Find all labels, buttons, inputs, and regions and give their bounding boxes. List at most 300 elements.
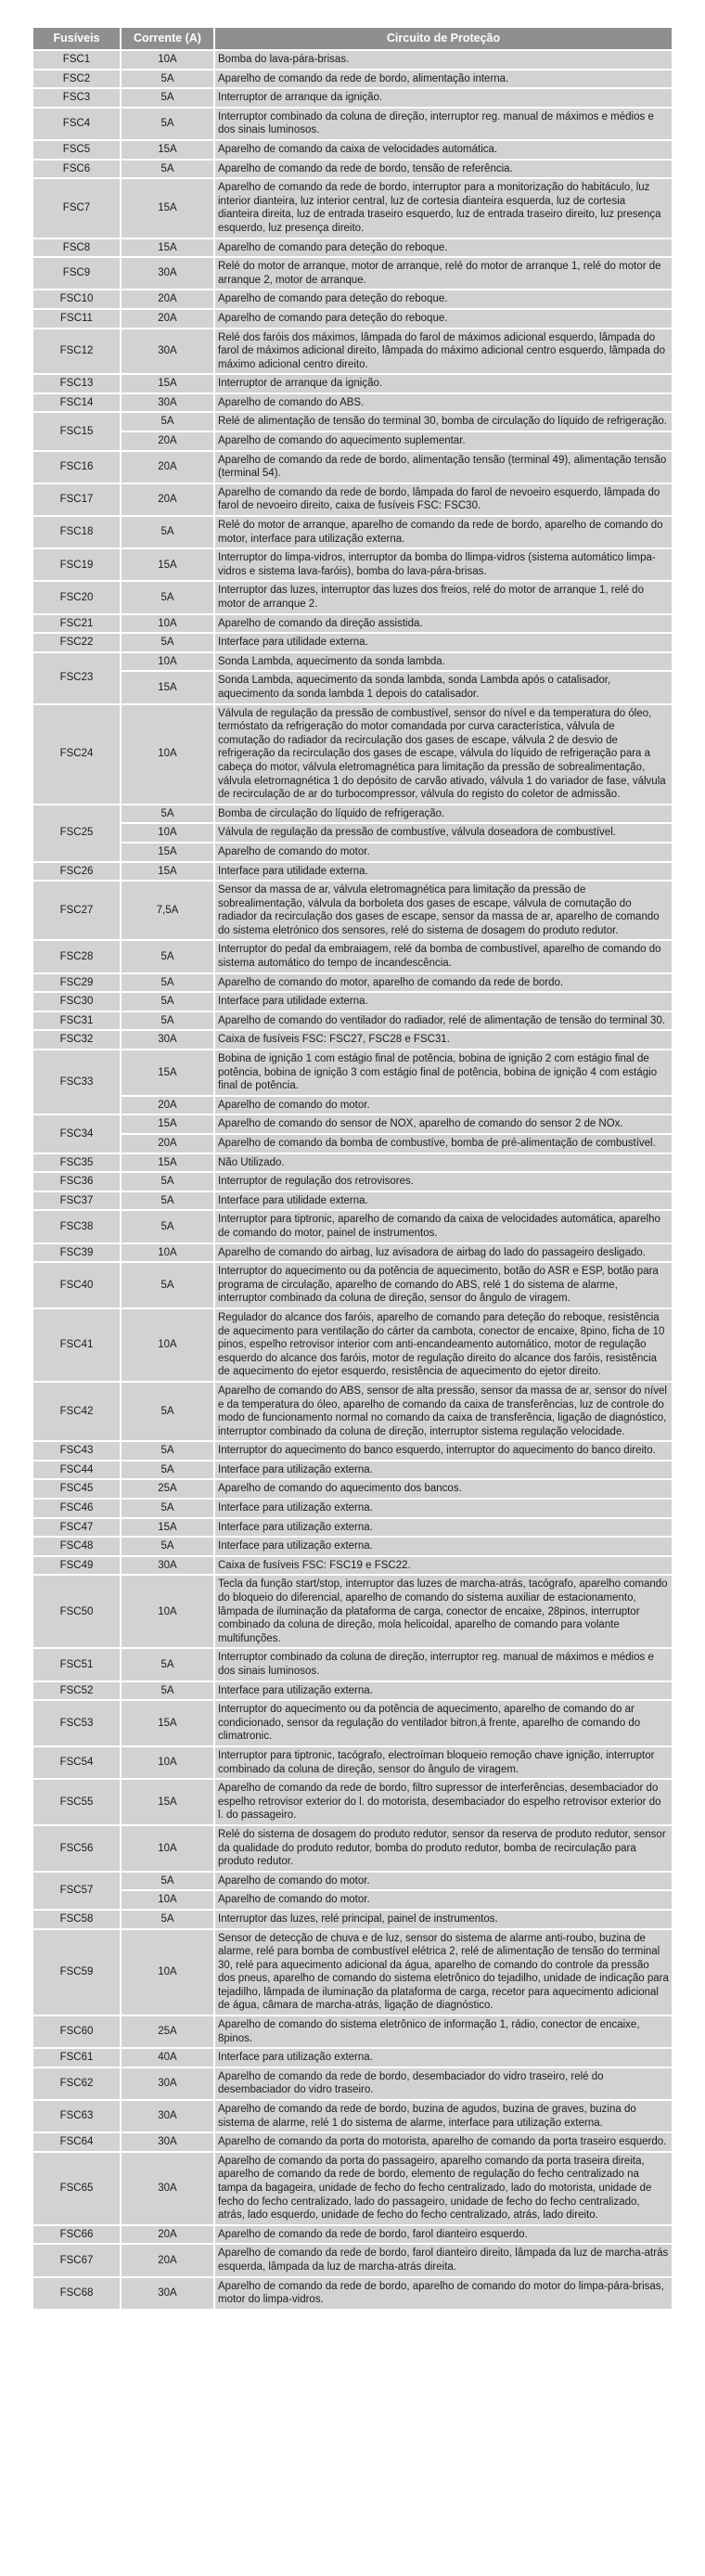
circuit-cell: Aparelho de comando da rede de bordo, buzina de agudos, buzina de graves, buzina do sistema de alarme, relé 1 do sistema de alarme, interface para utilização externa. xyxy=(215,2101,672,2132)
current-cell: 10A xyxy=(122,1244,213,1262)
circuit-cell: Interruptor do aquecimento ou da potência de aquecimento, botão do ASR e ESP, botão para programa de circulação, aparelho de comando do ABS, relé 1 do sistema de alarme, interruptor combinado da coluna de direção, sensor do ângulo de viragem. xyxy=(215,1263,672,1307)
current-cell: 25A xyxy=(122,2016,213,2047)
fuse-id-cell: FSC56 xyxy=(33,1826,120,1871)
current-cell: 5A xyxy=(122,1012,213,1030)
fuse-id-cell: FSC6 xyxy=(33,161,120,178)
fuse-id-cell: FSC51 xyxy=(33,1649,120,1680)
fuse-id-cell: FSC2 xyxy=(33,71,120,88)
current-cell: 15A xyxy=(122,844,213,861)
current-cell: 5A xyxy=(122,582,213,612)
current-cell: 10A xyxy=(122,51,213,69)
fuse-id-cell: FSC45 xyxy=(33,1480,120,1498)
circuit-cell: Interface para utilização externa. xyxy=(215,1462,672,1479)
circuit-cell: Aparelho de comando do motor. xyxy=(215,844,672,861)
fuse-id-cell: FSC41 xyxy=(33,1309,120,1381)
table-row xyxy=(33,1192,672,1210)
column-header-fuse: Fusíveis xyxy=(33,28,120,49)
table-row xyxy=(33,582,672,612)
circuit-cell: Tecla da função start/stop, interruptor das luzes de marcha-atrás, tacógrafo, aparelho comando do bloqueio do diferencial, aparelho de comando do sistema auxiliar de estacionamento, lâmpada de iluminação da plataforma de carga, conector de encaixe, 28pinos, interruptor combinado da coluna de direção, mola helicoidal, aparelho de comando para volante multifunções. xyxy=(215,1576,672,1647)
fuse-id-cell: FSC17 xyxy=(33,484,120,515)
table-row xyxy=(33,2068,672,2099)
table-row xyxy=(33,432,672,450)
current-cell: 5A xyxy=(122,413,213,431)
fuse-id-cell: FSC55 xyxy=(33,1780,120,1824)
table-row xyxy=(33,1462,672,1479)
current-cell: 5A xyxy=(122,71,213,88)
table-row xyxy=(33,1780,672,1824)
table-row xyxy=(33,2153,672,2224)
table-row xyxy=(33,1012,672,1030)
fuse-id-cell: FSC20 xyxy=(33,582,120,612)
circuit-cell: Interface para utilidade externa. xyxy=(215,1192,672,1210)
fuse-id-cell: FSC24 xyxy=(33,705,120,804)
fuse-id-cell: FSC53 xyxy=(33,1701,120,1745)
table-row xyxy=(33,1649,672,1680)
circuit-cell: Interruptor do aquecimento ou da potência de aquecimento, aparelho de comando do ar condicionado, sensor da regulação do ventilador bitron,à frente, aparelho de comando do climatronic. xyxy=(215,1701,672,1745)
fuse-id-cell: FSC14 xyxy=(33,394,120,412)
table-row xyxy=(33,141,672,159)
table-row xyxy=(33,1701,672,1745)
table-row xyxy=(33,863,672,881)
current-cell: 15A xyxy=(122,239,213,257)
fuse-id-cell: FSC63 xyxy=(33,2101,120,2132)
fuse-id-cell: FSC31 xyxy=(33,1012,120,1030)
fuse-table xyxy=(32,26,673,2311)
current-cell: 5A xyxy=(122,1500,213,1517)
circuit-cell: Interruptor do limpa-vidros, interruptor da bomba do llimpa-vidros (sistema automático limpa-vidros e sistema lava-faróis), bomba do lava-pára-brisas. xyxy=(215,549,672,580)
table-row xyxy=(33,1244,672,1262)
circuit-cell: Válvula de regulação da pressão de combustíve, válvula doseadora de combustível. xyxy=(215,824,672,842)
circuit-cell: Aparelho de comando da caixa de velocidades automática. xyxy=(215,141,672,159)
table-row xyxy=(33,2226,672,2244)
table-row xyxy=(33,1031,672,1049)
fuse-id-cell: FSC33 xyxy=(33,1050,120,1114)
table-row xyxy=(33,1538,672,1555)
fuse-id-cell: FSC10 xyxy=(33,290,120,308)
current-cell: 15A xyxy=(122,863,213,881)
circuit-cell: Interruptor de arranque da ignição. xyxy=(215,89,672,107)
circuit-cell: Aparelho de comando da rede de bordo, farol dianteiro direito, lâmpada da luz de marcha-atrás esquerda, lâmpada da luz de marcha-atrás direita. xyxy=(215,2245,672,2275)
circuit-cell: Caixa de fusíveis FSC: FSC27, FSC28 e FSC31. xyxy=(215,1031,672,1049)
circuit-cell: Relé do motor de arranque, aparelho de comando da rede de bordo, aparelho de comando do motor, interface para utilização externa. xyxy=(215,517,672,547)
table-row xyxy=(33,1442,672,1460)
circuit-cell: Relé do motor de arranque, motor de arranque, relé do motor de arranque 1, relé do motor de arranque 2, motor de arranque. xyxy=(215,258,672,289)
current-cell: 5A xyxy=(122,1873,213,1890)
current-cell: 30A xyxy=(122,2153,213,2224)
current-cell: 15A xyxy=(122,1701,213,1745)
current-cell: 30A xyxy=(122,258,213,289)
fuse-id-cell: FSC42 xyxy=(33,1383,120,1440)
table-row xyxy=(33,239,672,257)
fuse-id-cell: FSC4 xyxy=(33,109,120,139)
table-row xyxy=(33,452,672,483)
circuit-cell: Aparelho de comando do aquecimento dos bancos. xyxy=(215,1480,672,1498)
current-cell: 10A xyxy=(122,1576,213,1647)
fuse-id-cell: FSC28 xyxy=(33,941,120,972)
circuit-cell: Aparelho de comando da rede de bordo, desembaciador do vidro traseiro, relé do desembaciador do vidro traseiro. xyxy=(215,2068,672,2099)
fuse-id-cell: FSC16 xyxy=(33,452,120,483)
fuse-id-cell: FSC38 xyxy=(33,1211,120,1242)
fuse-id-cell: FSC44 xyxy=(33,1462,120,1479)
current-cell: 5A xyxy=(122,161,213,178)
fuse-id-cell: FSC58 xyxy=(33,1911,120,1928)
table-row xyxy=(33,258,672,289)
fuse-id-cell: FSC12 xyxy=(33,329,120,374)
fuse-id-cell: FSC48 xyxy=(33,1538,120,1555)
table-row xyxy=(33,517,672,547)
table-row xyxy=(33,1682,672,1700)
circuit-cell: Aparelho de comando para deteção do reboque. xyxy=(215,290,672,308)
fuse-id-cell: FSC34 xyxy=(33,1115,120,1152)
table-row xyxy=(33,2245,672,2275)
table-row xyxy=(33,2133,672,2151)
table-row xyxy=(33,329,672,374)
table-row xyxy=(33,705,672,804)
fuse-id-cell: FSC7 xyxy=(33,179,120,237)
current-cell: 5A xyxy=(122,805,213,823)
current-cell: 20A xyxy=(122,1135,213,1153)
current-cell: 5A xyxy=(122,1682,213,1700)
table-row xyxy=(33,1309,672,1381)
current-cell: 15A xyxy=(122,1154,213,1172)
table-row xyxy=(33,2101,672,2132)
circuit-cell: Aparelho de comando da rede de bordo, interruptor para a monitorização do habitáculo, luz interior dianteira, luz interior central, luz de cortesia dianteira esquerda, luz de cortesia dianteira direita, luz de entrada traseiro esquerdo, luz de entrada traseiro direito, luz presença esquerdo, luz presença direito. xyxy=(215,179,672,237)
current-cell: 15A xyxy=(122,375,213,393)
fuse-id-cell: FSC36 xyxy=(33,1173,120,1191)
table-row xyxy=(33,1930,672,2016)
current-cell: 20A xyxy=(122,290,213,308)
table-row xyxy=(33,824,672,842)
circuit-cell: Interruptor combinado da coluna de direção, interruptor reg. manual de máximos e médios e dos sinais luminosos. xyxy=(215,1649,672,1680)
fuse-id-cell: FSC61 xyxy=(33,2049,120,2067)
current-cell: 15A xyxy=(122,179,213,237)
table-row xyxy=(33,1383,672,1440)
circuit-cell: Bobina de ignição 1 com estágio final de potência, bobina de ignição 2 com estágio final de potência, bobina de ignição 3 com estágio final de potência, bobina de ignição 4 com estágio final de potência. xyxy=(215,1050,672,1095)
circuit-cell: Interruptor combinado da coluna de direção, interruptor reg. manual de máximos e médios e dos sinais luminosos. xyxy=(215,109,672,139)
circuit-cell: Sensor de detecção de chuva e de luz, sensor do sistema de alarme anti-roubo, buzina de alarme, relé para bomba de combustível elétrica 2, relé de alimentação de tensão do terminal 30, relé para aquecimento adicional da água, aparelho de comando do controle da pressão dos pneus, aparelho de comando do sistema eletrônico do tejadilho, unidade de indicação para tejadilho, lâmpada de iluminação da plataforma de carga, recetor para aquecimento adicional de água, câmara de marcha-atrás, ligação de diagnóstico. xyxy=(215,1930,672,2016)
circuit-cell: Relé dos faróis dos máximos, lâmpada do farol de máximos adicional esquerdo, lâmpada do farol de máximos adicional direito, lâmpada do máximo adicional centro esquerdo, lâmpada do máximo adicional centro direito. xyxy=(215,329,672,374)
current-cell: 20A xyxy=(122,310,213,328)
table-row xyxy=(33,1115,672,1133)
circuit-cell: Interruptor para tiptronic, tacógrafo, electroíman bloqueio remoção chave ignição, interruptor combinado da coluna de direção, sensor do ângulo de viragem. xyxy=(215,1747,672,1778)
table-row xyxy=(33,1263,672,1307)
table-row xyxy=(33,1911,672,1928)
fuse-id-cell: FSC67 xyxy=(33,2245,120,2275)
fuse-id-cell: FSC26 xyxy=(33,863,120,881)
table-row xyxy=(33,1154,672,1172)
fuse-id-cell: FSC62 xyxy=(33,2068,120,2099)
table-row xyxy=(33,89,672,107)
circuit-cell: Aparelho de comando da rede de bordo, alimentação interna. xyxy=(215,71,672,88)
fuse-id-cell: FSC59 xyxy=(33,1930,120,2016)
circuit-cell: Aparelho de comando do ventilador do radiador, relé de alimentação de tensão do terminal 30. xyxy=(215,1012,672,1030)
circuit-cell: Aparelho de comando do airbag, luz avisadora de airbag do lado do passageiro desligado. xyxy=(215,1244,672,1262)
fuse-id-cell: FSC21 xyxy=(33,615,120,633)
table-row xyxy=(33,941,672,972)
table-row xyxy=(33,549,672,580)
current-cell: 20A xyxy=(122,2226,213,2244)
table-row xyxy=(33,413,672,431)
fuse-id-cell: FSC18 xyxy=(33,517,120,547)
current-cell: 15A xyxy=(122,1780,213,1824)
circuit-cell: Interface para utilidade externa. xyxy=(215,863,672,881)
table-row xyxy=(33,993,672,1011)
current-cell: 20A xyxy=(122,452,213,483)
current-cell: 5A xyxy=(122,109,213,139)
current-cell: 30A xyxy=(122,2133,213,2151)
fuse-id-cell: FSC46 xyxy=(33,1500,120,1517)
circuit-cell: Regulador do alcance dos faróis, aparelho de comando para deteção do reboque, resistência de aquecimento para ventilação do cárter da cambota, conector de encaixe, 8pino, ficha de 10 pinos, espelho retrovisor interior com anti-encandeamento automático, motor de regulação esquerdo do alcance dos faróis, motor de regulação direito do alcance dos faróis, resistência de aquecimento do ejetor esquerdo, resistência de aquecimento do ejetor direito. xyxy=(215,1309,672,1381)
table-row xyxy=(33,1747,672,1778)
fuse-id-cell: FSC15 xyxy=(33,413,120,449)
fuse-id-cell: FSC30 xyxy=(33,993,120,1011)
circuit-cell: Interruptor do aquecimento do banco esquerdo, interruptor do aquecimento do banco direito. xyxy=(215,1442,672,1460)
table-row xyxy=(33,844,672,861)
circuit-cell: Aparelho de comando da rede de bordo, farol dianteiro esquerdo. xyxy=(215,2226,672,2244)
circuit-cell: Relé do sistema de dosagem do produto redutor, sensor da reserva de produto redutor, sensor da qualidade do produto redutor, bomba do produto redutor, bomba de recirculação para produto redutor. xyxy=(215,1826,672,1871)
fuse-id-cell: FSC57 xyxy=(33,1873,120,1909)
current-cell: 15A xyxy=(122,141,213,159)
table-row xyxy=(33,1480,672,1498)
current-cell: 5A xyxy=(122,1911,213,1928)
circuit-cell: Válvula de regulação da pressão de combustível, sensor do nível e da temperatura do óleo, termóstato da refrigeração do motor comandada por curva característica, válvula de comutação do radiador da recirculação dos gases de escape, válvula 2 de desvio de refrigeração da recirculação dos gases de escape, válvula do líquido de refrigeração para a cabeça do motor, válvula eletromagnética para limitação da pressão de sobrealimentação, válvula eletromagnética 1 do depósito de carvão ativado, válvula 1 do variador de fase, válvula de recirculação de ar do turbocompressor, válvula do registo do coletor de admissão. xyxy=(215,705,672,804)
circuit-cell: Bomba do lava-pára-brisas. xyxy=(215,51,672,69)
fuse-id-cell: FSC66 xyxy=(33,2226,120,2244)
table-row xyxy=(33,484,672,515)
table-row xyxy=(33,805,672,823)
header-row xyxy=(33,28,672,49)
circuit-cell: Aparelho de comando da bomba de combustíve, bomba de pré-alimentação de combustível. xyxy=(215,1135,672,1153)
current-cell: 10A xyxy=(122,1930,213,2016)
table-row xyxy=(33,1135,672,1153)
circuit-cell: Não Utilizado. xyxy=(215,1154,672,1172)
current-cell: 10A xyxy=(122,1309,213,1381)
circuit-cell: Interface para utilidade externa. xyxy=(215,993,672,1011)
fuse-id-cell: FSC64 xyxy=(33,2133,120,2151)
current-cell: 20A xyxy=(122,2245,213,2275)
circuit-cell: Aparelho de comando da direção assistida. xyxy=(215,615,672,633)
circuit-cell: Caixa de fusíveis FSC: FSC19 e FSC22. xyxy=(215,1557,672,1575)
table-row xyxy=(33,1891,672,1909)
column-header-circuit: Circuito de Proteção xyxy=(215,28,672,49)
circuit-cell: Aparelho de comando da rede de bordo, tensão de referência. xyxy=(215,161,672,178)
fuse-id-cell: FSC8 xyxy=(33,239,120,257)
circuit-cell: Aparelho de comando do motor, aparelho de comando da rede de bordo. xyxy=(215,974,672,992)
fuse-id-cell: FSC3 xyxy=(33,89,120,107)
circuit-cell: Aparelho de comando do motor. xyxy=(215,1891,672,1909)
table-row xyxy=(33,1557,672,1575)
fuse-id-cell: FSC27 xyxy=(33,882,120,939)
current-cell: 5A xyxy=(122,993,213,1011)
table-row xyxy=(33,1873,672,1890)
current-cell: 30A xyxy=(122,2278,213,2309)
current-cell: 15A xyxy=(122,1519,213,1537)
fuse-id-cell: FSC37 xyxy=(33,1192,120,1210)
fuse-id-cell: FSC5 xyxy=(33,141,120,159)
fuse-id-cell: FSC49 xyxy=(33,1557,120,1575)
table-row xyxy=(33,1826,672,1871)
circuit-cell: Sonda Lambda, aquecimento da sonda lambda, sonda Lambda após o catalisador, aquecimento da sonda lambda 1 depois do catalisador. xyxy=(215,672,672,702)
current-cell: 5A xyxy=(122,1649,213,1680)
table-row xyxy=(33,974,672,992)
circuit-cell: Aparelho de comando da rede de bordo, alimentação tensão (terminal 49), alimentação tensão (terminal 54). xyxy=(215,452,672,483)
table-row xyxy=(33,2278,672,2309)
current-cell: 30A xyxy=(122,1031,213,1049)
current-cell: 40A xyxy=(122,2049,213,2067)
current-cell: 15A xyxy=(122,549,213,580)
circuit-cell: Interruptor de arranque da ignição. xyxy=(215,375,672,393)
fuse-id-cell: FSC43 xyxy=(33,1442,120,1460)
current-cell: 30A xyxy=(122,2101,213,2132)
table-row xyxy=(33,310,672,328)
circuit-cell: Interruptor de regulação dos retrovisores. xyxy=(215,1173,672,1191)
circuit-cell: Aparelho de comando para deteção do reboque. xyxy=(215,310,672,328)
fuse-id-cell: FSC13 xyxy=(33,375,120,393)
circuit-cell: Aparelho de comando da rede de bordo, aparelho de comando do motor do limpa-pára-brisas, motor do limpa-vidros. xyxy=(215,2278,672,2309)
circuit-cell: Interface para utilização externa. xyxy=(215,2049,672,2067)
current-cell: 20A xyxy=(122,484,213,515)
fuse-id-cell: FSC11 xyxy=(33,310,120,328)
fuse-id-cell: FSC47 xyxy=(33,1519,120,1537)
circuit-cell: Aparelho de comando da porta do motorista, aparelho de comando da porta traseiro esquerdo. xyxy=(215,2133,672,2151)
current-cell: 20A xyxy=(122,432,213,450)
table-row xyxy=(33,290,672,308)
current-cell: 5A xyxy=(122,941,213,972)
table-row xyxy=(33,615,672,633)
table-row xyxy=(33,1500,672,1517)
fuse-id-cell: FSC52 xyxy=(33,1682,120,1700)
current-cell: 5A xyxy=(122,974,213,992)
circuit-cell: Interface para utilização externa. xyxy=(215,1538,672,1555)
table-row xyxy=(33,1211,672,1242)
current-cell: 30A xyxy=(122,1557,213,1575)
circuit-cell: Interface para utilização externa. xyxy=(215,1500,672,1517)
fuse-id-cell: FSC60 xyxy=(33,2016,120,2047)
fuse-table-body xyxy=(33,51,672,2309)
circuit-cell: Interface para utilização externa. xyxy=(215,1519,672,1537)
current-cell: 5A xyxy=(122,1211,213,1242)
current-cell: 5A xyxy=(122,1462,213,1479)
circuit-cell: Interruptor do pedal da embraiagem, relé da bomba de combustível, aparelho de comando do sistema automático do tempo de incandescência. xyxy=(215,941,672,972)
table-row xyxy=(33,672,672,702)
current-cell: 10A xyxy=(122,1826,213,1871)
current-cell: 10A xyxy=(122,615,213,633)
current-cell: 5A xyxy=(122,517,213,547)
table-row xyxy=(33,51,672,69)
circuit-cell: Interface para utilidade externa. xyxy=(215,634,672,651)
current-cell: 10A xyxy=(122,824,213,842)
current-cell: 15A xyxy=(122,672,213,702)
current-cell: 5A xyxy=(122,1538,213,1555)
fuse-id-cell: FSC50 xyxy=(33,1576,120,1647)
table-row xyxy=(33,109,672,139)
circuit-cell: Aparelho de comando do aquecimento suplementar. xyxy=(215,432,672,450)
table-row xyxy=(33,1519,672,1537)
fuse-id-cell: FSC68 xyxy=(33,2278,120,2309)
circuit-cell: Aparelho de comando do sistema eletrônico de informação 1, rádio, conector de encaixe, 8pinos. xyxy=(215,2016,672,2047)
column-header-current: Corrente (A) xyxy=(122,28,213,49)
fuse-id-cell: FSC19 xyxy=(33,549,120,580)
current-cell: 15A xyxy=(122,1115,213,1133)
fuse-id-cell: FSC1 xyxy=(33,51,120,69)
table-row xyxy=(33,1173,672,1191)
table-row xyxy=(33,1050,672,1095)
circuit-cell: Relé de alimentação de tensão do terminal 30, bomba de circulação do líquido de refrigeração. xyxy=(215,413,672,431)
table-row xyxy=(33,71,672,88)
fuse-id-cell: FSC35 xyxy=(33,1154,120,1172)
current-cell: 10A xyxy=(122,705,213,804)
table-row xyxy=(33,1097,672,1114)
current-cell: 20A xyxy=(122,1097,213,1114)
circuit-cell: Aparelho de comando da rede de bordo, lâmpada do farol de nevoeiro esquerdo, lâmpada do farol de nevoeiro direito, caixa de fusíveis FSC: FSC30. xyxy=(215,484,672,515)
current-cell: 30A xyxy=(122,329,213,374)
current-cell: 30A xyxy=(122,2068,213,2099)
current-cell: 10A xyxy=(122,653,213,671)
fuse-id-cell: FSC22 xyxy=(33,634,120,651)
circuit-cell: Bomba de circulação do líquido de refrigeração. xyxy=(215,805,672,823)
circuit-cell: Sonda Lambda, aquecimento da sonda lambda. xyxy=(215,653,672,671)
current-cell: 5A xyxy=(122,1263,213,1307)
table-row xyxy=(33,1576,672,1647)
circuit-cell: Interface para utilização externa. xyxy=(215,1682,672,1700)
fuse-id-cell: FSC39 xyxy=(33,1244,120,1262)
table-row xyxy=(33,161,672,178)
table-row xyxy=(33,2016,672,2047)
circuit-cell: Aparelho de comando do sensor de NOX, aparelho de comando do sensor 2 de NOx. xyxy=(215,1115,672,1133)
current-cell: 25A xyxy=(122,1480,213,1498)
current-cell: 15A xyxy=(122,1050,213,1095)
current-cell: 5A xyxy=(122,1173,213,1191)
table-row xyxy=(33,375,672,393)
current-cell: 7,5A xyxy=(122,882,213,939)
circuit-cell: Interruptor das luzes, relé principal, painel de instrumentos. xyxy=(215,1911,672,1928)
circuit-cell: Aparelho de comando para deteção do reboque. xyxy=(215,239,672,257)
circuit-cell: Aparelho de comando do ABS. xyxy=(215,394,672,412)
current-cell: 5A xyxy=(122,1192,213,1210)
circuit-cell: Interruptor para tiptronic, aparelho de comando da caixa de velocidades automática, aparelho de comando do motor, painel de instrumentos. xyxy=(215,1211,672,1242)
circuit-cell: Sensor da massa de ar, válvula eletromagnética para limitação da pressão de sobrealimentação, válvula da borboleta dos gases de escape, válvula de comutação do radiador da recirculação dos gases de escape, sensor da massa de ar, aparelho de comando do sistema eletrónico dos sensores, relé do sistema de dosagem do produto redutor. xyxy=(215,882,672,939)
table-row xyxy=(33,634,672,651)
circuit-cell: Aparelho de comando da rede de bordo, filtro supressor de interferências, desembaciador do espelho retrovisor exterior do l. do motorista, desembaciador do espelho retrovisor exterior do l. do passageiro. xyxy=(215,1780,672,1824)
table-row xyxy=(33,2049,672,2067)
circuit-cell: Aparelho de comando do motor. xyxy=(215,1873,672,1890)
fuse-id-cell: FSC29 xyxy=(33,974,120,992)
fuse-id-cell: FSC32 xyxy=(33,1031,120,1049)
current-cell: 30A xyxy=(122,394,213,412)
circuit-cell: Aparelho de comando da porta do passageiro, aparelho comando da porta traseira direita, aparelho de comando da rede de bordo, elemento de regulação do fecho centralizado na tampa da bagageira, unidade de fecho do fecho centralizado, lado do motorista, unidade de fecho do fecho centralizado, lado do passageiro, unidade de fecho do fecho centralizado, atrás, lado esquerdo, unidade de fecho do fecho centralizado, atrás, lado direito. xyxy=(215,2153,672,2224)
current-cell: 5A xyxy=(122,1383,213,1440)
table-row xyxy=(33,653,672,671)
fuse-id-cell: FSC9 xyxy=(33,258,120,289)
table-row xyxy=(33,179,672,237)
fuse-table-header xyxy=(33,28,672,49)
fuse-id-cell: FSC40 xyxy=(33,1263,120,1307)
fuse-id-cell: FSC65 xyxy=(33,2153,120,2224)
circuit-cell: Interruptor das luzes, interruptor das luzes dos freios, relé do motor de arranque 1, relé do motor de arranque 2. xyxy=(215,582,672,612)
fuse-id-cell: FSC25 xyxy=(33,805,120,861)
fuse-id-cell: FSC54 xyxy=(33,1747,120,1778)
current-cell: 10A xyxy=(122,1747,213,1778)
current-cell: 10A xyxy=(122,1891,213,1909)
fuse-id-cell: FSC23 xyxy=(33,653,120,703)
current-cell: 5A xyxy=(122,1442,213,1460)
circuit-cell: Aparelho de comando do ABS, sensor de alta pressão, sensor da massa de ar, sensor do nível e da temperatura do óleo, aparelho de comando da caixa de transferências, luz de controle do modo de funcionamento normal no comando da caixa de transferência, ligação de diagnóstico, interruptor combinado da coluna de direção, interruptor sistema regulação velocidade. xyxy=(215,1383,672,1440)
table-row xyxy=(33,394,672,412)
circuit-cell: Aparelho de comando do motor. xyxy=(215,1097,672,1114)
current-cell: 5A xyxy=(122,634,213,651)
current-cell: 5A xyxy=(122,89,213,107)
table-row xyxy=(33,882,672,939)
